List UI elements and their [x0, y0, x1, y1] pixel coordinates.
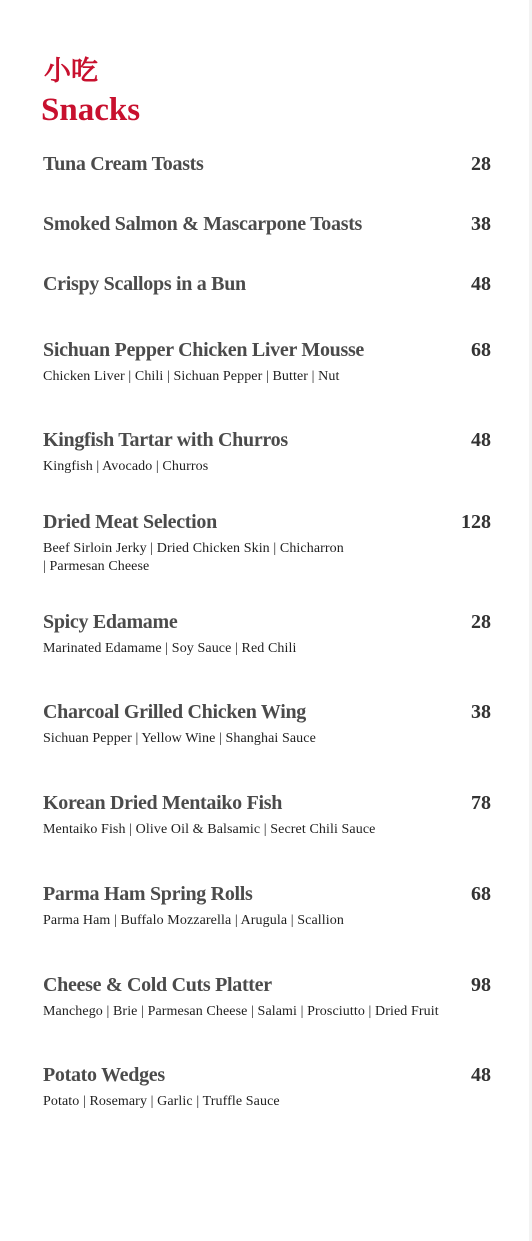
item-name: Korean Dried Mentaiko Fish — [43, 792, 283, 814]
item-description: Mentaiko Fish | Olive Oil & Balsamic | Secret Chili Sauce — [43, 822, 376, 837]
menu-item-dried-meat-selection — [43, 509, 491, 576]
item-price: 38 — [471, 213, 491, 235]
menu-item-chicken-liver-mousse — [43, 337, 491, 386]
item-description: Marinated Edamame | Soy Sauce | Red Chili — [43, 641, 297, 656]
item-price: 48 — [471, 1064, 491, 1086]
item-price: 98 — [471, 974, 491, 996]
item-name: Potato Wedges — [43, 1064, 165, 1086]
item-description: Beef Sirloin Jerky | Dried Chicken Skin | Chicharron | Parmesan Cheese — [43, 541, 344, 574]
menu-item-smoked-salmon-toasts — [43, 211, 491, 237]
item-price: 68 — [471, 339, 491, 361]
menu-item-potato-wedges — [43, 1062, 491, 1111]
item-name: Kingfish Tartar with Churros — [43, 429, 288, 451]
item-price: 28 — [471, 611, 491, 633]
item-price: 48 — [471, 429, 491, 451]
item-name: Crispy Scallops in a Bun — [43, 273, 246, 295]
menu-item-kingfish-tartar — [43, 427, 491, 476]
item-description: Sichuan Pepper | Yellow Wine | Shanghai Sauce — [43, 731, 316, 746]
menu-item-mentaiko-fish — [43, 790, 491, 839]
item-price: 38 — [471, 701, 491, 723]
menu-item-spring-rolls — [43, 881, 491, 930]
item-description: Potato | Rosemary | Garlic | Truffle Sauce — [43, 1094, 280, 1109]
item-name: Charcoal Grilled Chicken Wing — [43, 701, 306, 723]
item-name: Smoked Salmon & Mascarpone Toasts — [43, 213, 363, 235]
item-name: Sichuan Pepper Chicken Liver Mousse — [43, 339, 365, 361]
item-price: 128 — [461, 511, 491, 533]
menu-item-tuna-cream-toasts — [43, 151, 491, 177]
item-description: Kingfish | Avocado | Churros — [43, 459, 209, 474]
item-price: 68 — [471, 883, 491, 905]
item-description: Chicken Liver | Chili | Sichuan Pepper | Butter | Nut — [43, 369, 340, 384]
item-description: Manchego | Brie | Parmesan Cheese | Salami | Prosciutto | Dried Fruit — [43, 1004, 439, 1019]
item-name: Cheese & Cold Cuts Platter — [43, 974, 272, 996]
item-name: Parma Ham Spring Rolls — [43, 883, 253, 905]
menu-item-crispy-scallops — [43, 271, 491, 297]
section-title-english: Snacks — [41, 92, 141, 128]
menu-item-chicken-wing — [43, 699, 491, 748]
menu-item-cold-cuts-platter — [43, 972, 491, 1021]
item-name: Tuna Cream Toasts — [43, 153, 204, 175]
item-name: Spicy Edamame — [43, 611, 178, 633]
item-price: 48 — [471, 273, 491, 295]
item-price: 28 — [471, 153, 491, 175]
item-description: Parma Ham | Buffalo Mozzarella | Arugula | Scallion — [43, 913, 344, 928]
item-price: 78 — [471, 792, 491, 814]
item-name: Dried Meat Selection — [43, 511, 217, 533]
menu-item-spicy-edamame — [43, 609, 491, 658]
section-title-chinese: 小吃 — [44, 56, 98, 87]
